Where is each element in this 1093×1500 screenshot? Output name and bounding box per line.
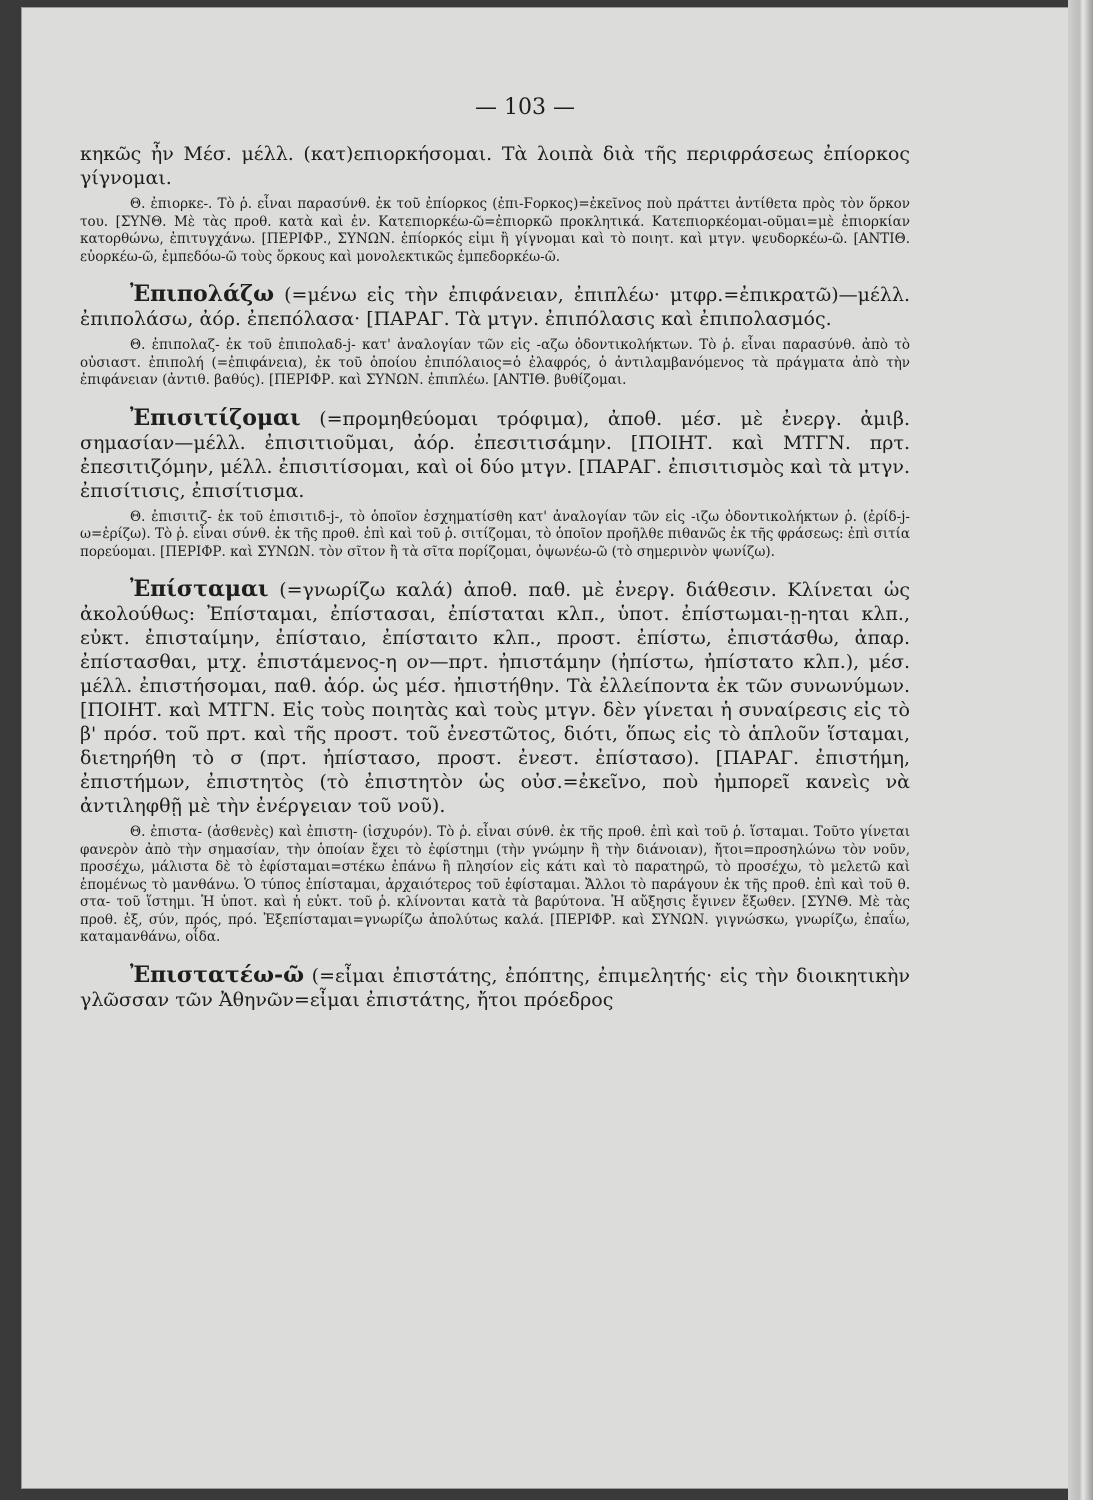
entry-etymology: Θ. ἐπιπολαζ- ἐκ τοῦ ἐπιπολαδ-j- κατ' ἀναλογίαν τῶν εἰς -αζω ὀδοντικολήκτων. Τὸ ῥ. εἶναι παρασύνθ. ἀπὸ τὸ οὐσιαστ. ἐπιπολή (=ἐπιφάνεια), ἐκ τοῦ ὁποίου ἐπιπόλαιος=ὁ ἐλαφρός, ὁ ἀντιλαμβανόμενος τὰ πράγματα ἀπὸ τὴν ἐπιφάνειαν (ἀντιθ. βαθύς). [ΠΕΡΙΦΡ. καὶ ΣΥΝΩΝ. ἐπιπλέω. [ΑΝΤΙΘ. βυθίζομαι. [80,337,910,388]
entry-episitizomai [80,406,910,562]
page-number: — 103 — [475,95,575,120]
entry-text: (=γνωρίζω καλά) ἀποθ. παθ. μὲ ἐνεργ. διάθεσιν. Κλίνεται ὡς ἀκολούθως: Ἐπίσταμαι, ἐπίστασαι, ἐπίσταται κλπ., ὑποτ. ἐπίστωμαι-ῃ-ηται κλπ., εὐκτ. ἐπισταίμην, ἐπίσταιο, ἐπίσταιτο κλπ., προστ. ἐπίστω, ἐπιστάσθω, ἀπαρ. ἐπίστασθαι, μτχ. ἐπιστάμενος-η ον—πρτ. ἠπιστάμην (ἠπίστω, ἠπίστατο κλπ.), μέσ. μέλλ. ἐπιστήσομαι, παθ. ἀόρ. ὡς μέσ. ἠπιστήθην. Τὰ ἐλλείποντα ἐκ τῶν συνωνύμων. [ΠΟΙΗΤ. καὶ ΜΤΓΝ. Εἰς τοὺς ποιητὰς καὶ τοὺς μτγν. δὲν γίνεται ἡ συναίρεσις εἰς τὸ β' πρόσ. τοῦ πρτ. καὶ τῆς προστ. τοῦ ἐνεστῶτος, διότι, ὅπως εἰς τὸ ἁπλοῦν ἵσταμαι, διετηρήθη τὸ σ (πρτ. ἠπίστασο, προστ. ἐνεστ. ἐπίστασο). [ΠΑΡΑΓ. ἐπιστήμη, ἐπιστήμων, ἐπιστητὸς (τὸ ἐπιστητὸν ὡς οὐσ.=ἐκεῖνο, ποὺ ἠμπορεῖ κανεὶς νὰ ἀντιληφθῇ μὲ τὴν ἐνέργειαν τοῦ νοῦ). [80,579,910,817]
entry-epistateo [80,963,910,1012]
entry-text: (=προμηθεύομαι τρόφιμα), ἀποθ. μέσ. μὲ ἐνεργ. ἀμιβ. σημασίαν—μέλλ. ἐπισιτιοῦμαι, ἀόρ. ἐπεσιτισάμην. [ΠΟΙΗΤ. καὶ ΜΤΓΝ. πρτ. ἐπεσιτιζόμην, μέλλ. ἐπισιτίσομαι, καὶ οἱ δύο μτγν. [ΠΑΡΑΓ. ἐπισιτισμὸς καὶ τὰ μτγν. ἐπισίτισις, ἐπισίτισμα. [80,407,910,502]
intro-continuation [80,142,910,266]
entry-headword: Ἐπίσταμαι [130,576,269,602]
entry-headword: Ἐπιπολάζω [130,281,275,307]
page-edge [1068,0,1093,1500]
entry-epistamai [80,577,910,947]
page-content [80,95,910,1012]
entry-headword: Ἐπισιτίζομαι [130,404,301,431]
entry-etymology: Θ. ἐπισιτιζ- ἐκ τοῦ ἐπισιτιδ-j-, τὸ ὁποῖον ἐσχηματίσθη κατ' ἀναλογίαν τῶν εἰς -ιζω ὀδοντικολήκτων ῥ. (ἐρίδ-j-ω=ἐρίζω). Τὸ ῥ. εἶναι σύνθ. ἐκ τῆς προθ. ἐπὶ καὶ τοῦ ῥ. σιτίζομαι, τὸ ὁποῖον προῆλθε πιθανῶς ἐκ τῆς φράσεως: ἐπὶ σιτία πορεύομαι. [ΠΕΡΙΦΡ. καὶ ΣΥΝΩΝ. τὸν σῖτον ἢ τὰ σῖτα πορίζομαι, ὀψωνέω-ῶ (τὸ σημερινὸν ψωνίζω). [80,508,910,560]
entry-etymology: Θ. ἐπιστα- (ἀσθενὲς) καὶ ἐπιστη- (ἰσχυρόν). Τὸ ῥ. εἶναι σύνθ. ἐκ τῆς προθ. ἐπὶ καὶ τοῦ ῥ. ἵσταμαι. Τοῦτο γίνεται φανερὸν ἀπὸ τὴν σημασίαν, τὴν ὁποίαν ἔχει τὸ ἐφίστημι (τὴν γνώμην ἢ τὴν διάνοιαν), ἤτοι=προσηλώνω τὸν νοῦν, προσέχω, μάλιστα δὲ τὸ ἐφίσταμαι=στέκω ἐπάνω ἢ πλησίον εἰς κάτι καὶ τὸ παρατηρῶ, τὸ προσέχω, τὸ μελετῶ καὶ ἑπομένως τὸ μανθάνω. Ὁ τύπος ἐπίσταμαι, ἀρχαιότερος τοῦ ἐφίσταμαι. Ἄλλοι τὸ παράγουν ἐκ τῆς προθ. ἐπὶ καὶ τοῦ θ. στα- τοῦ ἵστημι. Ἡ ὑποτ. καὶ ἡ εὐκτ. τοῦ ῥ. κλίνονται κατὰ τὰ βαρύτονα. Ἡ αὔξησις ἔγινεν ἔξωθεν. [ΣΥΝΘ. Μὲ τὰς προθ. ἐξ, σύν, πρός, πρό. Ἐξεπίσταμαι=γνωρίζω ἀπολύτως καλά. [ΠΕΡΙΦΡ. καὶ ΣΥΝΩΝ. γιγνώσκω, γνωρίζω, ἐπαΐω, καταμανθάνω, οἶδα. [80,824,910,945]
entry-text: (=εἶμαι ἐπιστάτης, ἐπόπτης, ἐπιμελητής· εἰς τὴν διοικητικὴν γλῶσσαν τῶν Ἀθηνῶν=εἶμαι ἐπιστάτης, ἤτοι πρόεδρος [80,964,910,1011]
intro-etymology: Θ. ἐπιορκε-. Τὸ ῥ. εἶναι παρασύνθ. ἐκ τοῦ ἐπίορκος (ἐπι-Ϝορκος)=ἐκεῖνος ποὺ πράττει ἀντίθετα πρὸς τὸν ὅρκον του. [ΣΥΝΘ. Μὲ τὰς προθ. κατὰ καὶ ἐν. Κατεπιορκέω-ῶ=ἐπιορκῶ προκλητικά. Κατεπιορκέομαι-οῦμαι=μὲ ἐπιορκίαν κατορθώνω, ἐπιτυγχάνω. [ΠΕΡΙΦΡ., ΣΥΝΩΝ. ἐπίορκός εἰμι ἢ γίγνομαι καὶ τὸ ποιητ. καὶ μτγν. ψευδορκέω-ῶ. [ΑΝΤΙΘ. εὐορκέω-ῶ, ἐμπεδόω-ῶ τοὺς ὅρκους καὶ μονολεκτικῶς ἐμπεδορκέω-ῶ. [80,196,910,265]
entry-epipolazo [80,282,910,390]
intro-text: κηκῶς ἦν Μέσ. μέλλ. (κατ)επιορκήσομαι. Τὰ λοιπὰ διὰ τῆς περιφράσεως ἐπίορκος γίγνομαι. [80,143,910,189]
entry-headword: Ἐπιστατέω-ῶ [130,961,305,988]
entry-text: (=μένω εἰς τὴν ἐπιφάνειαν, ἐπιπλέω· μτφρ.=ἐπικρατῶ)—μέλλ. ἐπιπολάσω, ἀόρ. ἐπεπόλασα· [ΠΑΡΑΓ. Τὰ μτγν. ἐπιπόλασις καὶ ἐπιπολασμός. [80,284,911,330]
